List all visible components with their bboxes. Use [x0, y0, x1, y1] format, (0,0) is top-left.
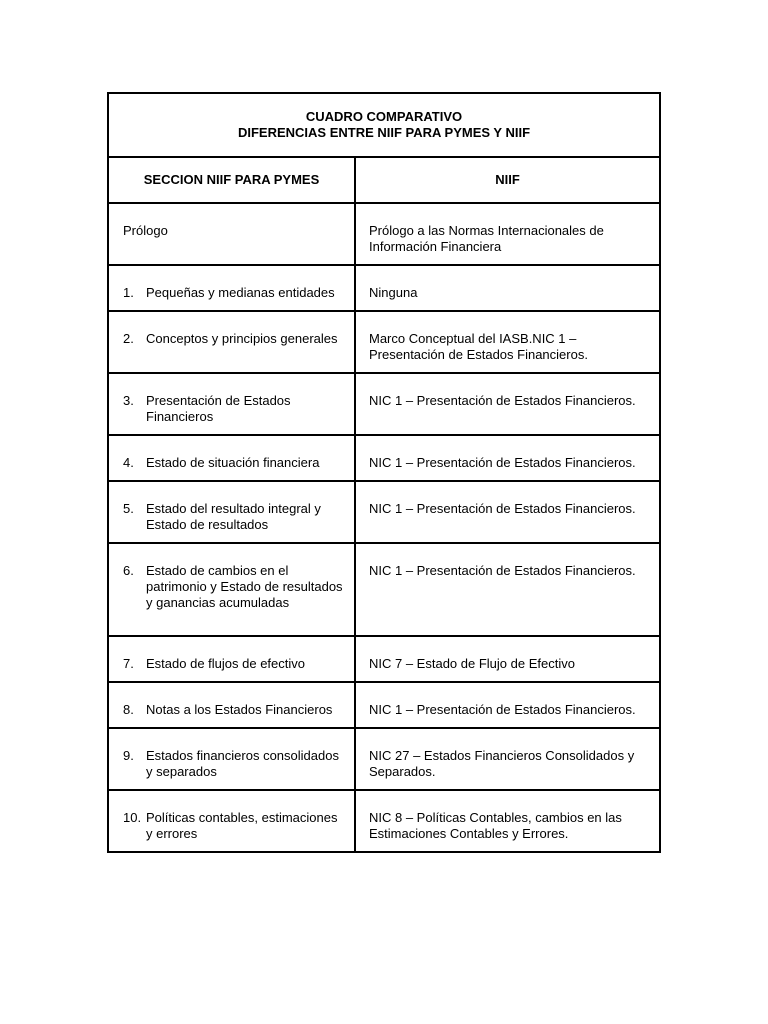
section-text: Estados financieros consolidados y separados	[146, 748, 339, 779]
title-row	[108, 93, 660, 157]
section-text: Estado de flujos de efectivo	[146, 656, 305, 671]
section-text: Estado de situación financiera	[146, 455, 320, 470]
item-number: 7.	[123, 656, 134, 671]
section-text: Políticas contables, estimaciones y errores	[146, 810, 338, 841]
table-row	[108, 265, 660, 311]
title-line-1: CUADRO COMPARATIVO	[305, 109, 463, 124]
section-text: Estado del resultado integral y Estado de resultados	[146, 501, 321, 532]
section-cell	[108, 728, 355, 790]
title-line-2: DIFERENCIAS ENTRE NIIF PARA PYMES Y NIIF	[237, 125, 531, 140]
section-cell	[108, 265, 355, 311]
section-text: Presentación de Estados Financieros	[146, 393, 291, 424]
section-text: Notas a los Estados Financieros	[146, 702, 333, 717]
item-number: 8.	[123, 702, 134, 717]
section-cell	[108, 481, 355, 543]
section-cell	[108, 682, 355, 728]
section-cell	[108, 636, 355, 682]
niif-cell: Prólogo a las Normas Internacionales de Información Financiera	[355, 203, 660, 265]
section-cell	[108, 543, 355, 636]
section-text: Pequeñas y medianas entidades	[146, 285, 335, 300]
item-number: 6.	[123, 563, 134, 578]
section-cell	[108, 311, 355, 373]
section-cell	[108, 373, 355, 435]
section-text: Estado de cambios en el patrimonio y Estado de resultados y ganancias acumuladas	[146, 563, 343, 610]
table-row	[108, 543, 660, 636]
section-cell	[108, 435, 355, 481]
niif-cell: NIC 1 – Presentación de Estados Financieros.	[355, 481, 660, 543]
table-row	[108, 373, 660, 435]
header-left: SECCION NIIF PARA PYMES	[108, 157, 355, 203]
table-title	[108, 93, 660, 157]
niif-cell: Ninguna	[355, 265, 660, 311]
niif-cell: NIC 1 – Presentación de Estados Financieros.	[355, 373, 660, 435]
item-number: 2.	[123, 331, 134, 346]
item-number: 5.	[123, 501, 134, 516]
niif-cell: NIC 7 – Estado de Flujo de Efectivo	[355, 636, 660, 682]
section-cell	[108, 203, 355, 265]
niif-cell: NIC 8 – Políticas Contables, cambios en las Estimaciones Contables y Errores.	[355, 790, 660, 852]
niif-cell: NIC 1 – Presentación de Estados Financieros.	[355, 435, 660, 481]
table-row	[108, 481, 660, 543]
table-row	[108, 682, 660, 728]
section-cell	[108, 790, 355, 852]
section-text: Prólogo	[123, 223, 168, 238]
table-row	[108, 728, 660, 790]
niif-cell: NIC 27 – Estados Financieros Consolidados y Separados.	[355, 728, 660, 790]
section-text: Conceptos y principios generales	[146, 331, 338, 346]
table-row	[108, 636, 660, 682]
table-row	[108, 203, 660, 265]
header-row	[108, 157, 660, 203]
niif-cell: NIC 1 – Presentación de Estados Financieros.	[355, 543, 660, 636]
comparison-table	[107, 92, 661, 853]
niif-cell: NIC 1 – Presentación de Estados Financieros.	[355, 682, 660, 728]
item-number: 10.	[123, 810, 142, 825]
item-number: 3.	[123, 393, 134, 408]
table-row	[108, 311, 660, 373]
item-number: 4.	[123, 455, 134, 470]
table-row	[108, 435, 660, 481]
header-right: NIIF	[355, 157, 660, 203]
item-number: 1.	[123, 285, 134, 300]
table-row	[108, 790, 660, 852]
niif-cell: Marco Conceptual del IASB.NIC 1 – Presentación de Estados Financieros.	[355, 311, 660, 373]
item-number: 9.	[123, 748, 134, 763]
